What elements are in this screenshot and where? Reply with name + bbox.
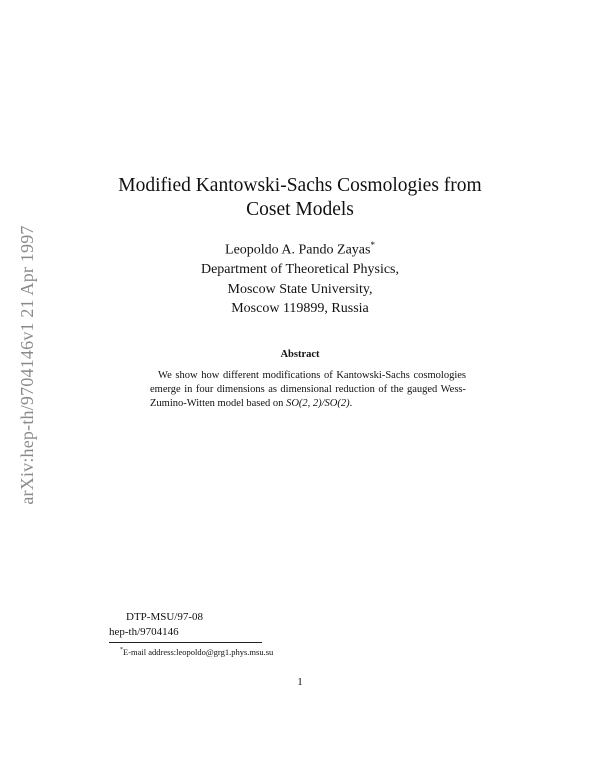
title-line-1: Modified Kantowski-Sachs Cosmologies from [118, 175, 482, 196]
abstract-body [150, 369, 466, 411]
author-footnote-marker: * [370, 240, 375, 250]
arxiv-id: hep-th/9704146 [109, 626, 179, 638]
footnote-text: E-mail address:leopoldo@grg1.phys.msu.su [123, 647, 274, 657]
affiliation-line-1: Department of Theoretical Physics, [200, 262, 400, 278]
abstract-period: . [349, 398, 353, 409]
footnote [120, 647, 273, 657]
paper-title [0, 174, 600, 222]
footnote-rule [109, 642, 262, 643]
preprint-number: DTP-MSU/97-08 [126, 611, 204, 623]
title-line-2: Coset Models [246, 199, 354, 220]
author-name-line [0, 236, 600, 260]
affiliation-line-2: Moscow State University, [227, 281, 373, 297]
page-number: 1 [297, 676, 303, 688]
footnote-marker: * [120, 647, 123, 654]
abstract-heading: Abstract [280, 349, 320, 360]
abstract-math: SO(2, 2)/SO(2) [286, 398, 350, 409]
abstract-text: We show how different modifications of Kantowski-Sachs cosmologies emerge in four dimensions as dimensional reduction of the gauged Wess-Zumino-Witten model based on [150, 370, 466, 409]
author-block [0, 236, 600, 319]
arxiv-stamp: arXiv:hep-th/9704146v1 21 Apr 1997 [17, 225, 37, 505]
author-name: Leopoldo A. Pando Zayas [225, 242, 371, 258]
affiliation-line-3: Moscow 119899, Russia [231, 301, 369, 317]
